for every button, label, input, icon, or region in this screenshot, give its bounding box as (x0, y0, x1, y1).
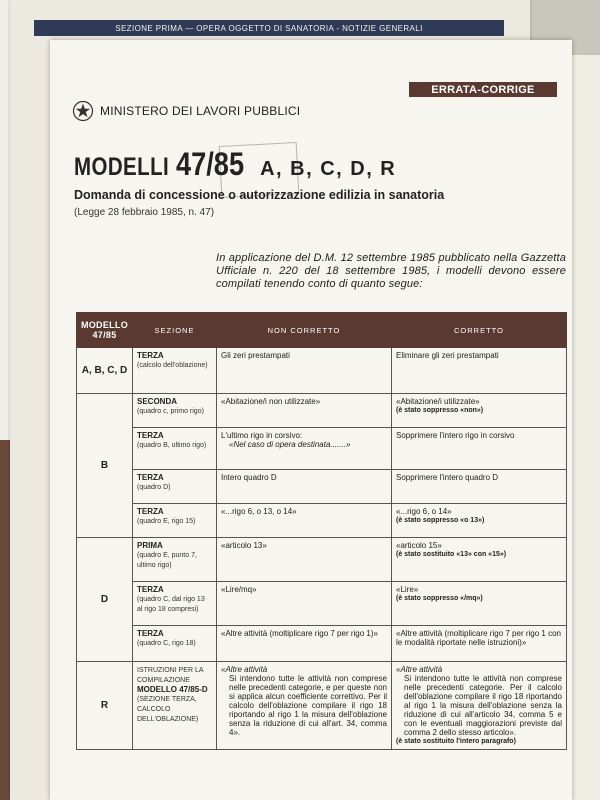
correct-text: «articolo 15» (396, 541, 442, 550)
section-cell (133, 626, 217, 662)
correct-cell (392, 582, 567, 626)
correct-text: «Abitazione/i utilizzate» (396, 397, 480, 406)
section-title: TERZA (137, 431, 164, 440)
section-cell (133, 394, 217, 428)
ministry-name: MINISTERO DEI LAVORI PUBBLICI (100, 104, 301, 118)
correction-note: (è stato soppresso «o 13») (396, 517, 485, 524)
not-correct-cell (217, 662, 392, 750)
header-model-line2: 47/85 (92, 330, 117, 340)
table-row (77, 394, 567, 428)
not-correct-cell: «Lire/mq» (217, 582, 392, 626)
table-row (77, 626, 567, 662)
title-number: 47/85 (176, 146, 245, 182)
header-not-correct: NON CORRETTO (217, 313, 392, 348)
intro-paragraph: In applicazione del D.M. 12 settembre 1985 pubblicato nella Gazzetta Ufficiale n. 220 del 18 settembre 1985, i modelli devono essere compilati tenendo conto di quanto segue: (216, 252, 566, 290)
title-models: MODELLI (74, 153, 170, 181)
correction-note: (è stato soppresso «non») (396, 407, 484, 414)
section-sub: (quadro c, primo rigo) (137, 408, 204, 415)
section-sub: (quadro D) (137, 484, 171, 491)
correction-note: (è stato sostituito l'intero paragrafo) (396, 738, 516, 745)
not-correct-text: L'ultimo rigo in corsivo: (221, 431, 303, 440)
model-cell: A, B, C, D (77, 348, 133, 394)
correct-cell (392, 504, 567, 538)
section-cell (133, 662, 217, 750)
section-title: TERZA (137, 473, 164, 482)
not-correct-cell: «...rigo 6, o 13, o 14» (217, 504, 392, 538)
background-section-strip: SEZIONE PRIMA — OPERA OGGETTO DI SANATORIA - NOTIZIE GENERALI (34, 20, 504, 36)
section-title: MODELLO 47/85-D (137, 685, 208, 694)
section-cell (133, 504, 217, 538)
document-title (74, 146, 396, 183)
section-title: TERZA (137, 629, 164, 638)
correct-cell (392, 538, 567, 582)
section-sub: (calcolo dell'oblazione) (137, 362, 208, 369)
section-title: TERZA (137, 507, 164, 516)
section-sub: (quadro E, rigo 15) (137, 518, 196, 525)
ministry-header (72, 100, 300, 122)
model-cell: B (77, 394, 133, 538)
section-sub: (quadro E, punto 7, ultimo rigo) (137, 552, 197, 569)
not-correct-cell: «Abitazione/i non utilizzate» (217, 394, 392, 428)
section-sub: (quadro B, ultimo rigo) (137, 442, 207, 449)
not-correct-cell (217, 428, 392, 470)
table-header-row (77, 313, 567, 348)
section-title: PRIMA (137, 541, 163, 550)
errata-table (76, 312, 567, 750)
correct-cell: Sopprimere l'intero rigo in corsivo (392, 428, 567, 470)
table-row (77, 428, 567, 470)
not-correct-text: Si intendono tutte le attività non comprese nelle precedenti categorie, e per queste non si applica alcun coefficiente correttivo. Per il calcolo dell'oblazione compilare il rigo 18 riportando al rigo 1 la misura dell'oblazione senza la riduzione di cui all'art. 34, comma 4». (229, 674, 387, 737)
section-title: SECONDA (137, 397, 178, 406)
table-row (77, 504, 567, 538)
table-row (77, 348, 567, 394)
errata-sheet (50, 40, 572, 800)
table-row (77, 582, 567, 626)
errata-corrige-banner: ERRATA-CORRIGE (409, 82, 557, 97)
document-subtitle: Domanda di concessione o autorizzazione edilizia in sanatoria (74, 188, 445, 202)
header-model-line1: MODELLO (80, 320, 129, 330)
correction-note: (è stato soppresso «/mq») (396, 595, 483, 602)
not-correct-cell: «Altre attività (moltiplicare rigo 7 per rigo 1)» (217, 626, 392, 662)
title-letters: A, B, C, D, R (260, 158, 397, 180)
correction-note: (è stato sostituito «13» con «15») (396, 551, 507, 558)
not-correct-italic: «Altre attività (221, 665, 268, 674)
section-title: TERZA (137, 585, 164, 594)
section-sub: (quadro C, dal rigo 13 al rigo 18 compresi) (137, 596, 205, 613)
header-section: SEZIONE (133, 313, 217, 348)
not-correct-italic: «Nel caso di opera destinata.......» (229, 440, 351, 449)
correct-cell: Eliminare gli zeri prestampati (392, 348, 567, 394)
table-row (77, 662, 567, 750)
correct-text: «...rigo 6, o 14» (396, 507, 452, 516)
correct-cell: «Altre attività (moltiplicare rigo 7 per rigo 1 con le modalità riportate nelle istruzioni)» (392, 626, 567, 662)
model-cell: D (77, 538, 133, 662)
republic-emblem-icon (72, 100, 94, 122)
table-row (77, 470, 567, 504)
section-cell (133, 348, 217, 394)
correct-cell (392, 394, 567, 428)
section-title: TERZA (137, 351, 164, 360)
section-cell (133, 538, 217, 582)
correct-italic: «Altre attività (396, 665, 443, 674)
model-cell: R (77, 662, 133, 750)
section-sub: (SEZIONE TERZA, CALCOLO DELL'OBLAZIONE) (137, 696, 199, 723)
section-pre: ISTRUZIONI PER LA COMPILAZIONE (137, 667, 204, 684)
law-reference: (Legge 28 febbraio 1985, n. 47) (74, 207, 215, 218)
correct-text: Si intendono tutte le attività non comprese nelle precedenti categorie. Per il calcolo dell'oblazione compilare il rigo 18 riportando al rigo 1 la misura dell'oblazione senza la riduzione di cui all'articolo 34, comma 5 e con le eventuali maggiorazioni previste dal comma 2 dello stesso articolo». (404, 674, 562, 737)
section-cell (133, 470, 217, 504)
correct-cell: Sopprimere l'intero quadro D (392, 470, 567, 504)
not-correct-cell: «articolo 13» (217, 538, 392, 582)
section-cell (133, 582, 217, 626)
header-correct: CORRETTO (392, 313, 567, 348)
table-row (77, 538, 567, 582)
not-correct-cell: Gli zeri prestampati (217, 348, 392, 394)
header-model (77, 313, 133, 348)
section-cell (133, 428, 217, 470)
correct-text: «Lire» (396, 585, 419, 594)
not-correct-cell: Intero quadro D (217, 470, 392, 504)
correct-cell (392, 662, 567, 750)
section-sub: (quadro C, rigo 18) (137, 640, 196, 647)
